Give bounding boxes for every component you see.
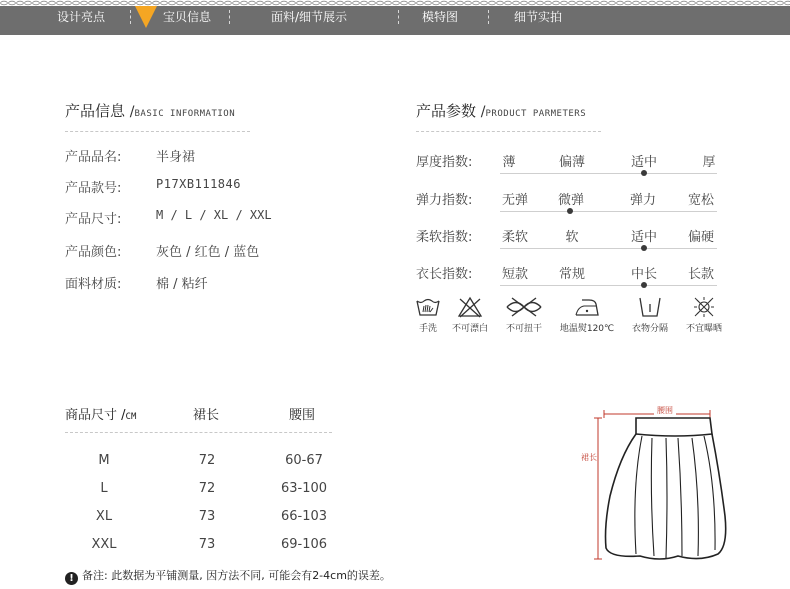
table-cell: 60-67 (285, 453, 323, 468)
product-params-divider (416, 131, 601, 132)
info-label-material: 面料材质: (65, 277, 122, 292)
info-value-name: 半身裙 (156, 150, 196, 165)
info-label-sizes: 产品尺寸: (65, 212, 122, 227)
nav-separator (488, 10, 489, 24)
product-info-subtitle: BASIC INFORMATION (134, 109, 236, 119)
param-indicator-dot (567, 208, 573, 214)
param-option: 软 (565, 230, 579, 245)
info-value-sizes: M / L / XL / XXL (156, 208, 272, 222)
param-option: 长款 (687, 267, 715, 282)
table-cell: 63-100 (280, 481, 328, 496)
param-scale-line (500, 173, 717, 174)
table-cell: L (100, 481, 108, 496)
param-label-thickness: 厚度指数: (416, 155, 473, 170)
param-option: 薄 (502, 155, 516, 170)
param-option: 短款 (501, 267, 529, 282)
param-scale-line (500, 211, 717, 212)
table-cell: 72 (198, 453, 216, 468)
measurement-note (65, 567, 391, 585)
no-wring-icon (504, 296, 544, 318)
param-label-elasticity: 弹力指数: (416, 193, 473, 208)
title-slash: / (480, 104, 486, 120)
info-label-colors: 产品颜色: (65, 245, 122, 260)
skirt-folds (635, 436, 715, 558)
care-label: 地温熨120℃ (559, 324, 615, 334)
info-label-name: 产品品名: (65, 150, 122, 165)
table-cell: 69-106 (280, 537, 328, 552)
param-option: 偏硬 (687, 230, 715, 245)
size-table-header-waist: 腰围 (289, 408, 316, 423)
care-label: 衣物分隔 (631, 324, 668, 334)
care-item-iron (552, 296, 622, 334)
care-item-no-sun-dry (669, 296, 739, 334)
care-label: 不可扭干 (505, 324, 542, 334)
length-label-char-1: 裙长 (581, 453, 597, 462)
table-cell: 66-103 (280, 509, 328, 524)
no-bleach-icon (457, 296, 483, 318)
iron-icon (573, 296, 601, 318)
size-unit: CM (125, 412, 137, 422)
product-info-heading: 产品信息 (65, 102, 126, 120)
nav-separator (229, 10, 230, 24)
param-label-softness: 柔软指数: (416, 230, 473, 245)
nav-item-model-photos[interactable]: 模特图 (422, 10, 459, 24)
table-cell: M (98, 453, 110, 468)
info-label-style-number: 产品款号: (65, 181, 122, 196)
nav-item-design-highlights[interactable]: 设计亮点 (57, 10, 106, 24)
param-scale-line (500, 248, 717, 249)
nav-active-marker (135, 6, 157, 28)
table-cell: XXL (91, 537, 117, 552)
param-indicator-dot (641, 245, 647, 251)
size-table-divider (65, 432, 332, 433)
nav-item-product-info[interactable]: 宝贝信息 (163, 10, 212, 24)
info-value-colors: 灰色 / 红色 / 蓝色 (156, 245, 260, 260)
wash-separately-icon (637, 296, 663, 318)
nav-item-fabric-details[interactable]: 面料/细节展示 (271, 10, 348, 24)
nav-bar (0, 6, 790, 35)
warning-icon: ! (65, 572, 78, 585)
size-header-label: 商品尺寸 (65, 408, 118, 423)
table-cell: 73 (198, 537, 216, 552)
param-option: 常规 (558, 267, 586, 282)
nav-separator (130, 10, 131, 24)
product-params-heading: 产品参数 (416, 102, 477, 120)
param-option-selected: 微弹 (557, 193, 585, 208)
param-option-selected: 适中 (630, 155, 658, 170)
care-label: 手洗 (418, 324, 437, 334)
length-label (581, 453, 597, 462)
title-slash: / (129, 104, 135, 120)
info-value-material: 棉 / 粘纤 (156, 277, 208, 292)
care-label: 不可漂白 (451, 324, 488, 334)
info-value-style-number: P17XB111846 (156, 177, 241, 191)
param-option: 无弹 (501, 193, 529, 208)
nav-separator (398, 10, 399, 24)
size-table-header-size: 商品尺寸 /CM (65, 408, 137, 423)
param-scale-line (500, 285, 717, 286)
waist-label: 腰围 (657, 406, 673, 415)
param-option: 厚 (702, 155, 716, 170)
product-info-title (65, 100, 235, 121)
care-item-no-wring (489, 296, 559, 334)
param-indicator-dot (641, 282, 647, 288)
no-sun-dry-icon (691, 296, 717, 318)
product-params-title (416, 100, 586, 121)
param-option-selected: 适中 (630, 230, 658, 245)
param-option: 宽松 (687, 193, 715, 208)
product-params-subtitle: PRODUCT PARMETERS (485, 109, 587, 119)
param-indicator-dot (641, 170, 647, 176)
size-table-header-length: 裙长 (193, 408, 220, 423)
skirt-diagram (570, 396, 740, 576)
skirt-waistband (636, 418, 712, 436)
care-label: 不宜曝晒 (685, 324, 722, 334)
param-label-length: 衣长指数: (416, 267, 473, 282)
param-option: 偏薄 (558, 155, 586, 170)
table-cell: 72 (198, 481, 216, 496)
length-measure-line (594, 418, 602, 559)
product-info-divider (65, 131, 250, 132)
table-cell: 73 (198, 509, 216, 524)
table-cell: XL (95, 509, 113, 524)
param-option: 柔软 (501, 230, 529, 245)
note-text: 备注: 此数据为平铺测量, 因方法不同, 可能会有2-4cm的误差。 (82, 569, 391, 582)
param-option: 弹力 (629, 193, 657, 208)
nav-item-detail-shots[interactable]: 细节实拍 (514, 10, 563, 24)
param-option-selected: 中长 (630, 267, 658, 282)
